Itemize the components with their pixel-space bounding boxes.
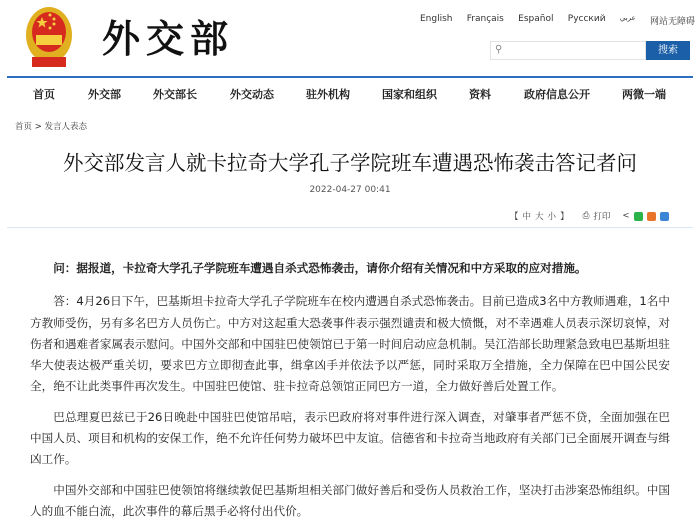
- search-box: [490, 41, 646, 60]
- question-paragraph: 问：据报道，卡拉奇大学孔子学院班车遭遇自杀式恐怖袭击，请你介绍有关情况和中方采取的应对措施。: [53, 261, 587, 275]
- header-divider: [7, 76, 693, 78]
- nav-missions[interactable]: 驻外机构: [306, 88, 350, 101]
- search-icon: ⚲: [495, 44, 503, 55]
- print-icon[interactable]: ⎙: [582, 211, 590, 221]
- toolbar-divider: [7, 227, 693, 228]
- answer-paragraph: 中国外交部和中国驻巴使领馆将继续敦促巴基斯坦相关部门做好善后和受伤人员救治工作，坚决打击涉案恐怖组织。中国人的血不能白流，此次事件的幕后黑手必将付出代价。: [30, 482, 670, 518]
- nav-gov-info[interactable]: 政府信息公开: [524, 88, 590, 101]
- bracket-open: 【: [510, 212, 519, 222]
- breadcrumb: [15, 120, 87, 132]
- weibo-share-icon[interactable]: [647, 212, 656, 221]
- answer-paragraph: 答：4月26日下午，巴基斯坦卡拉奇大学孔子学院班车在校内遭遇自杀式恐怖袭击。目前已造成3名中方教师遇难，1名中方教师受伤，另有多名巴方人员伤亡。中方对这起重大恐袭事件表示强烈谴责和极大愤慨，对不幸遇难人员表示深切哀悼，对伤者和遇难者家属表示慰问。中国外交部和中国驻巴使领馆已于第一时间启动应急机制。吴江浩部长助理紧急致电巴基斯坦驻华大使表达极严重关切，要求巴方立即彻查此事，缉拿凶手并依法予以严惩，同时采取万全措施，全力保障在巴中国公民安全，绝不让此类事件再次发生。中国驻巴使馆、驻卡拉奇总领馆正同巴方一道，全力做好善后处置工作。: [30, 294, 670, 394]
- font-size-medium[interactable]: 大: [535, 212, 544, 222]
- article-body: [30, 258, 670, 531]
- font-size-small[interactable]: 小: [547, 212, 557, 222]
- breadcrumb-separator: >: [34, 122, 42, 132]
- breadcrumb-current[interactable]: 发言人表态: [44, 122, 88, 132]
- nav-resources[interactable]: 资料: [469, 88, 491, 101]
- search-input[interactable]: [507, 43, 642, 58]
- national-emblem-logo: [24, 5, 74, 75]
- nav-countries[interactable]: 国家和组织: [382, 88, 437, 101]
- qzone-share-icon[interactable]: [660, 212, 669, 221]
- bracket-close: 】: [560, 212, 569, 222]
- lang-french-link[interactable]: Français: [466, 14, 504, 24]
- lang-english-link[interactable]: English: [420, 14, 453, 24]
- language-links: [420, 14, 695, 27]
- main-nav: [0, 86, 700, 102]
- svg-text:外交部: 外交部: [102, 16, 230, 61]
- nav-social[interactable]: 两微一端: [622, 88, 666, 101]
- search-button[interactable]: 搜索: [646, 41, 690, 60]
- lang-arabic-link[interactable]: عربي: [619, 14, 636, 22]
- accessibility-link[interactable]: 网站无障碍: [649, 17, 695, 27]
- nav-minister[interactable]: 外交部长: [153, 88, 197, 101]
- mfa-calligraphy-logo[interactable]: [100, 6, 230, 72]
- breadcrumb-home[interactable]: 首页: [15, 122, 33, 132]
- lang-spanish-link[interactable]: Español: [518, 14, 554, 24]
- answer-paragraph: 巴总理夏巴兹已于26日晚赴中国驻巴使馆吊唁，表示巴政府将对事件进行深入调查，对肇事者严惩不贷，全面加强在巴中国人员、项目和机构的安保工作，绝不允许任何势力破坏巴中友谊。信德省和卡拉奇当地政府有关部门已全面展开调查与缉凶工作。: [30, 409, 670, 467]
- nav-home[interactable]: 首页: [33, 88, 55, 101]
- print-button[interactable]: 打印: [593, 212, 611, 222]
- wechat-share-icon[interactable]: [634, 212, 643, 221]
- publish-date: 2022-04-27 00:41: [309, 185, 391, 195]
- lang-russian-link[interactable]: Русский: [567, 14, 606, 24]
- share-icon[interactable]: <: [622, 211, 630, 221]
- nav-activities[interactable]: 外交动态: [230, 88, 274, 101]
- nav-ministry[interactable]: 外交部: [88, 88, 121, 101]
- font-size-large[interactable]: 中: [522, 212, 532, 222]
- article-toolbar: [510, 210, 669, 222]
- page-title: 外交部发言人就卡拉奇大学孔子学院班车遭遇恐怖袭击答记者问: [63, 151, 637, 175]
